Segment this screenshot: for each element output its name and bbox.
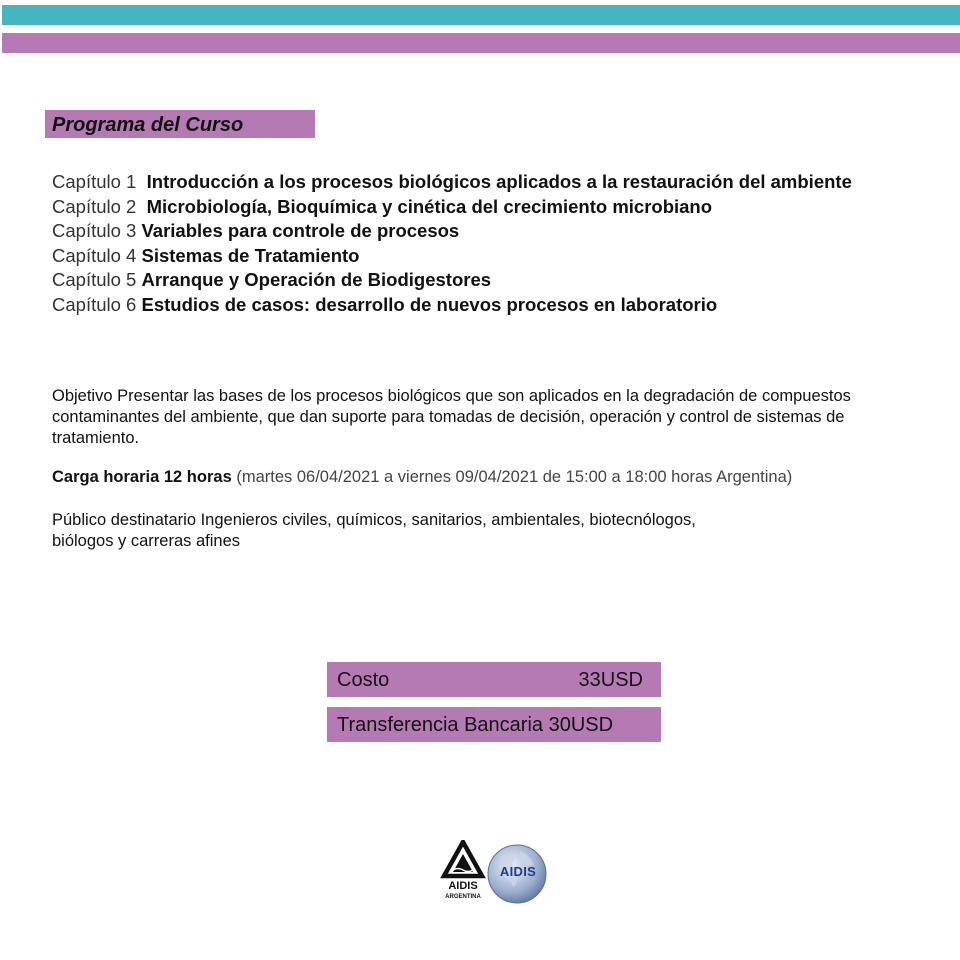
audience-text: Público destinatario Ingenieros civiles, químicos, sanitarios, ambientales, biotecnólogos, biólogos y carreras afines [52,511,696,550]
top-purple-bar [2,33,960,53]
aidis-argentina-name: AIDIS [448,880,478,892]
chapter-item [52,219,874,244]
chapter-item [52,268,874,293]
chapter-item [52,244,874,269]
aidis-argentina-subtitle: ARGENTINA [445,894,481,900]
chapter-title: Sistemas de Tratamiento [141,244,360,266]
objective-text: Objetivo Presentar las bases de los procesos biológicos que son aplicados en la degradación de compuestos contaminantes del ambiente, que dan suporte para tomadas de decisión, operación y control de sistemas de tratamiento. [52,387,851,447]
chapter-number: Capítulo 6 [52,293,137,315]
aidis-globe-name: AIDIS [499,864,537,879]
chapter-number: Capítulo 5 [52,269,137,291]
chapter-title: Arranque y Operación de Biodigestores [141,269,492,291]
workload-line [52,467,932,488]
chapter-title: Microbiología, Bioquímica y cinética del crecimiento microbiano [146,195,713,217]
program-heading: Programa del Curso [45,110,315,138]
cost-label: Costo [337,669,390,691]
chapter-title: Introducción a los procesos biológicos aplicados a la restauración del ambiente [146,171,852,192]
bank-transfer-box: Transferencia Bancaria 30USD [327,707,661,742]
chapter-number: Capítulo 3 [52,220,137,242]
chapter-item [52,170,874,195]
chapter-item [52,195,874,220]
cost-value: 33USD [578,669,643,691]
chapter-title: Variables para controle de procesos [141,220,460,242]
workload-label: Carga horaria 12 horas [52,468,232,486]
chapter-title: Estudios de casos: desarrollo de nuevos procesos en laboratorio [141,293,718,315]
chapter-number: Capítulo 2 [52,195,137,217]
chapter-item [52,293,874,318]
logos [440,840,552,910]
chapter-list [52,170,874,318]
workload-detail: (martes 06/04/2021 a viernes 09/04/2021 de 15:00 a 18:00 horas Argentina) [236,468,793,486]
top-teal-bar [2,5,960,25]
chapter-number: Capítulo 1 [52,171,137,192]
cost-box [327,662,661,697]
chapter-number: Capítulo 4 [52,244,137,266]
